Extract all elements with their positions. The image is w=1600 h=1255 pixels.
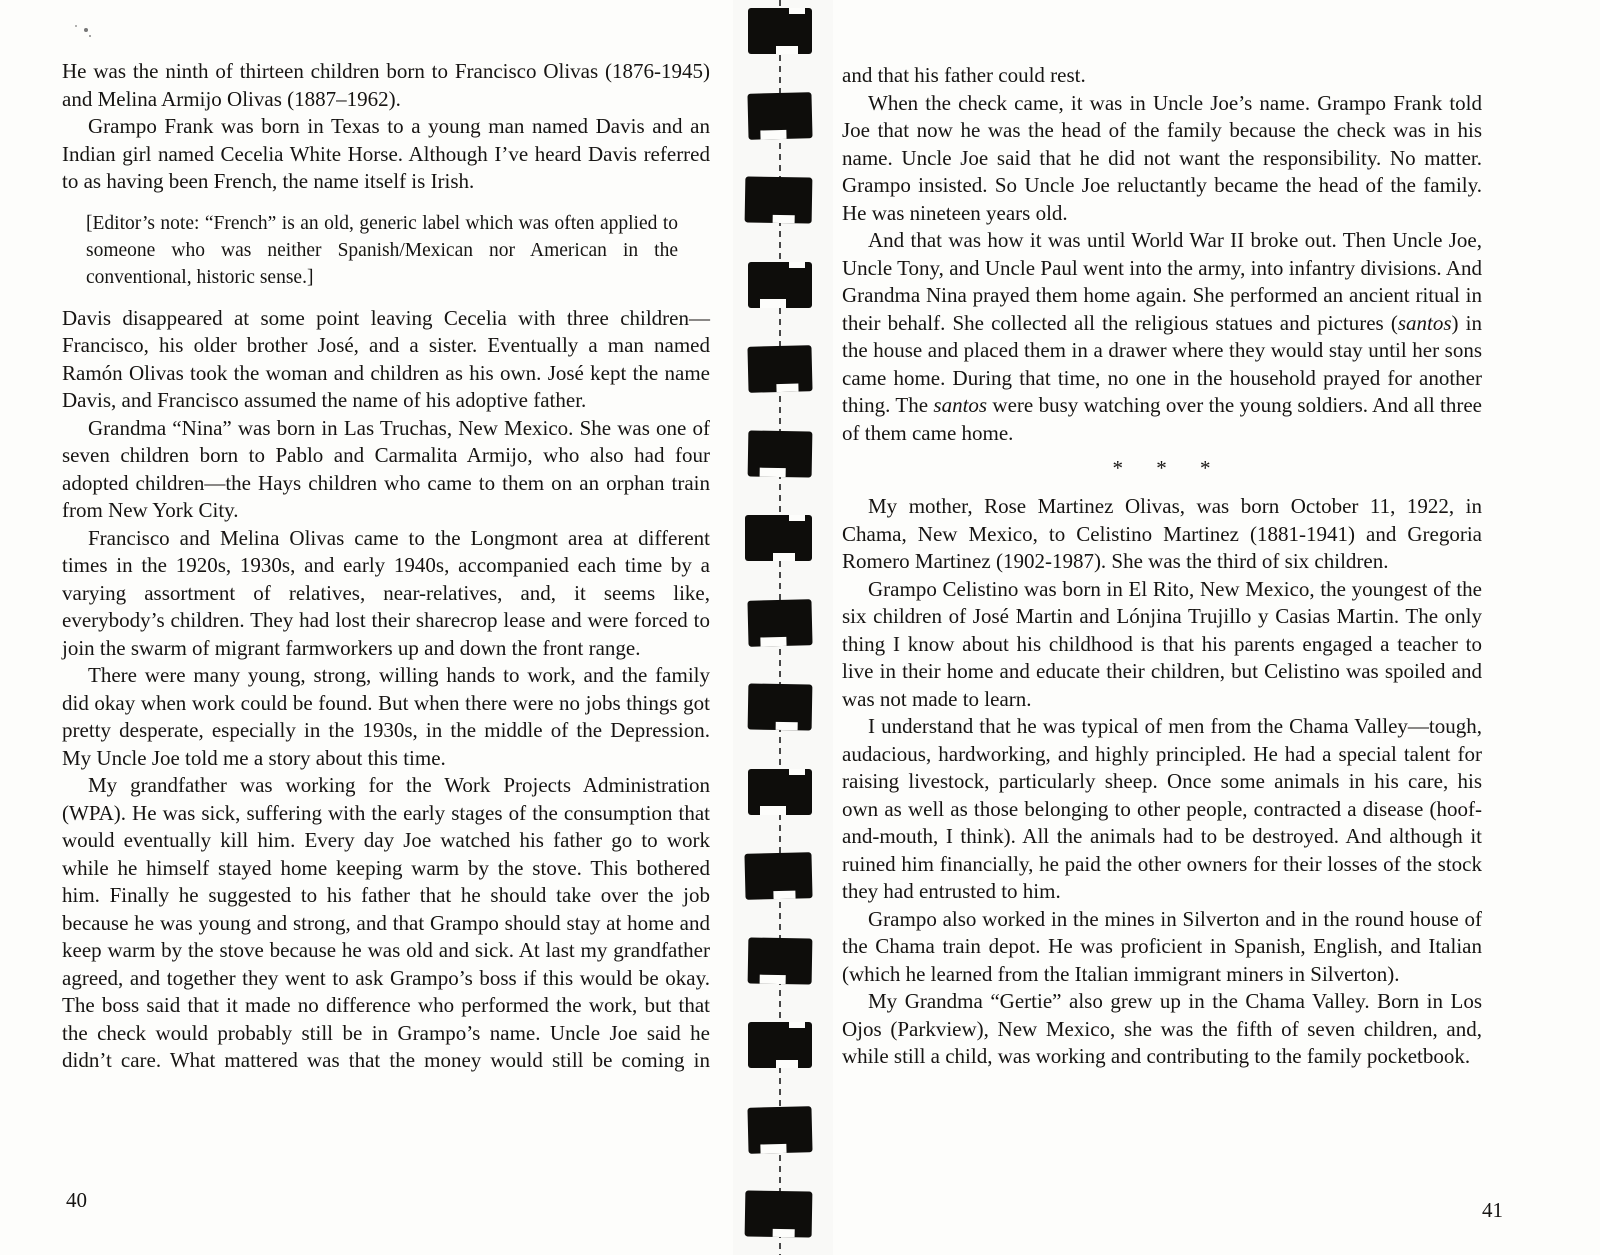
text-run: Grampo also worked in the mines in Silverton and in the round house of the Chama train depot. He was proficient in Spanish, English, and Italian (which he learned from the Italian immigrant miners in Silverton). [842, 906, 1482, 986]
text-run: He was the ninth of thirteen children born to Francisco Olivas (1876-1945) and Melina Armijo Olivas (1887–1962). [62, 59, 710, 111]
binding-tooth [748, 769, 812, 815]
paragraph [62, 113, 710, 196]
page-number-right: 41 [1482, 1198, 1503, 1222]
text-run: I understand that he was typical of men from the Chama Valley—tough, audacious, hardworking, and highly principled. He had a special talent for raising livestock, particularly sheep. Once some animals in his care, his own as well as those belonging to other people, contracted a disease (hoof-and-mouth, I think). All the animals had to be destroyed. And although it ruined him financially, he paid the other owners for their losses of the stock they had entrusted to him. [842, 714, 1482, 903]
editors-note [86, 210, 678, 291]
binding-tooth [745, 176, 813, 223]
binding-tooth [748, 937, 813, 984]
binding-tooth [748, 1022, 812, 1068]
paragraph [842, 988, 1482, 1071]
paragraph [842, 227, 1482, 447]
paragraph [62, 662, 710, 772]
binding-tooth [745, 515, 812, 561]
text-run: There were many young, strong, willing hands to work, and the family did okay when work could be found. But when there were no jobs things got pretty desperate, especially in the 1930s, in the middle of the Depression. My Uncle Joe told me a story about this time. [62, 663, 710, 770]
binding-shadow [733, 0, 833, 1255]
paragraph [62, 415, 710, 525]
paragraph [62, 305, 710, 415]
text-run: My Grandma “Gertie” also grew up in the Chama Valley. Born in Los Ojos (Parkview), New Mexico, she was the fifth of seven children, and, while still a child, was working and contributing to the family pocketbook. [842, 989, 1482, 1068]
text-run: My mother, Rose Martinez Olivas, was born October 11, 1922, in Chama, New Mexico, to Celistino Martinez (1881-1941) and Gregoria Romero Martinez (1902-1987). She was the third of six children. [842, 494, 1482, 573]
text-run: Grandma “Nina” was born in Las Truchas, New Mexico. She was one of seven children born to Pablo and Carmalita Armijo, who also had four adopted children—the Hays children who came to them on an orphan train from New York City. [62, 415, 710, 522]
paragraph [842, 90, 1482, 228]
text-run: And that was how it was until World War II broke out. Then Uncle Joe, Uncle Tony, and Uncle Paul went into the army, into infantry divisions. And Grandma Nina prayed them home again. She performed an ancient ritual in their behalf. She collected all the religious statues and pictures ( [842, 228, 1482, 335]
page-right [842, 62, 1482, 1071]
page-left [62, 58, 710, 1075]
paragraph [62, 772, 710, 1075]
paragraph [842, 906, 1482, 989]
binding-tooth [748, 262, 812, 308]
binding-tooth [745, 1190, 813, 1237]
binding-tooth [748, 683, 813, 730]
text-run: ) in the house and placed them in a drawer where they would stay until her sons came home. During that time, no one in the household prayed for another thing. The [842, 310, 1483, 417]
paragraph [62, 525, 710, 663]
binding-tooth [748, 8, 812, 54]
paragraph [842, 713, 1482, 906]
text-run: Francisco and Melina Olivas came to the Longmont area at different times in the 1920s, 1930s, and early 1940s, accompanied each time by a varying assortment of relatives, near-relatives, and, it seems like, everybody’s children. They had lost their sharecrop lease and were forced to join the swarm of migrant farmworkers up and down the front range. [62, 525, 710, 660]
text-run: and that his father could rest. [842, 63, 1086, 87]
text-run: Davis disappeared at some point leaving Cecelia with three children—Francisco, his older brother José, and a sister. Eventually a man named Ramón Olivas took the woman and children as his own. José kept the name Davis, and Francisco assumed the name of his adoptive father. [62, 305, 710, 412]
binding-tooth [747, 1106, 812, 1154]
text-run: Grampo Celistino was born in El Rito, New Mexico, the youngest of the six children of José Martin and Lónjina Trujillo y Casias Martin. The only thing I know about his childhood is that his parents engaged a teacher to live in their home and educate their children, but Celistino was spoiled and was not made to learn. [842, 576, 1482, 711]
page-number-left: 40 [66, 1188, 87, 1212]
paragraph [62, 58, 710, 113]
binding-tooth [744, 852, 812, 900]
binding-tooth [747, 599, 812, 647]
text-run: My grandfather was working for the Work Projects Administration (WPA). He was sick, suffering with the early stages of the consumption that would eventually kill him. Every day Joe watched his father go to work while he himself stayed home keeping warm by the stove. This bothered him. Finally he suggested to his father that he should take over the job because he was young and strong, and that Grampo should stay at home and keep warm by the stove because he was old and sick. At last my grandfather agreed, and together they went to ask Grampo’s boss if this would be okay. The boss said that it made no difference who performed the work, but that the check would probably still be in Grampo’s name. Uncle Joe said he didn’t care. What mattered was that the money would still be coming in [62, 773, 710, 1072]
binding-tooth [747, 345, 812, 393]
paragraph [842, 62, 1482, 90]
text-run: When the check came, it was in Uncle Joe’s name. Grampo Frank told Joe that now he was the head of the family because the check was in his name. Uncle Joe said that he did not want the responsibility. No matter. Grampo insisted. So Uncle Joe reluctantly became the head of the family. He was nineteen years old. [842, 90, 1482, 225]
italic-text: santos [933, 393, 988, 417]
text-run: Grampo Frank was born in Texas to a young man named Davis and an Indian girl named Cecelia White Horse. Although I’ve heard Davis referred to as having been French, the name itself is Irish. [62, 114, 710, 193]
binding-tooth [747, 92, 812, 140]
paragraph [842, 576, 1482, 714]
text-run: were busy watching over the young soldiers. And all three of them came home. [842, 393, 1482, 445]
text-run: [Editor’s note: “French” is an old, generic label which was often applied to someone who was neither Spanish/Mexican nor American in the conventional, historic sense.] [86, 212, 678, 288]
binding-tooth [748, 430, 813, 477]
italic-text: santos [1397, 310, 1452, 335]
paragraph [842, 493, 1482, 576]
section-break: * * * [1112, 456, 1212, 480]
